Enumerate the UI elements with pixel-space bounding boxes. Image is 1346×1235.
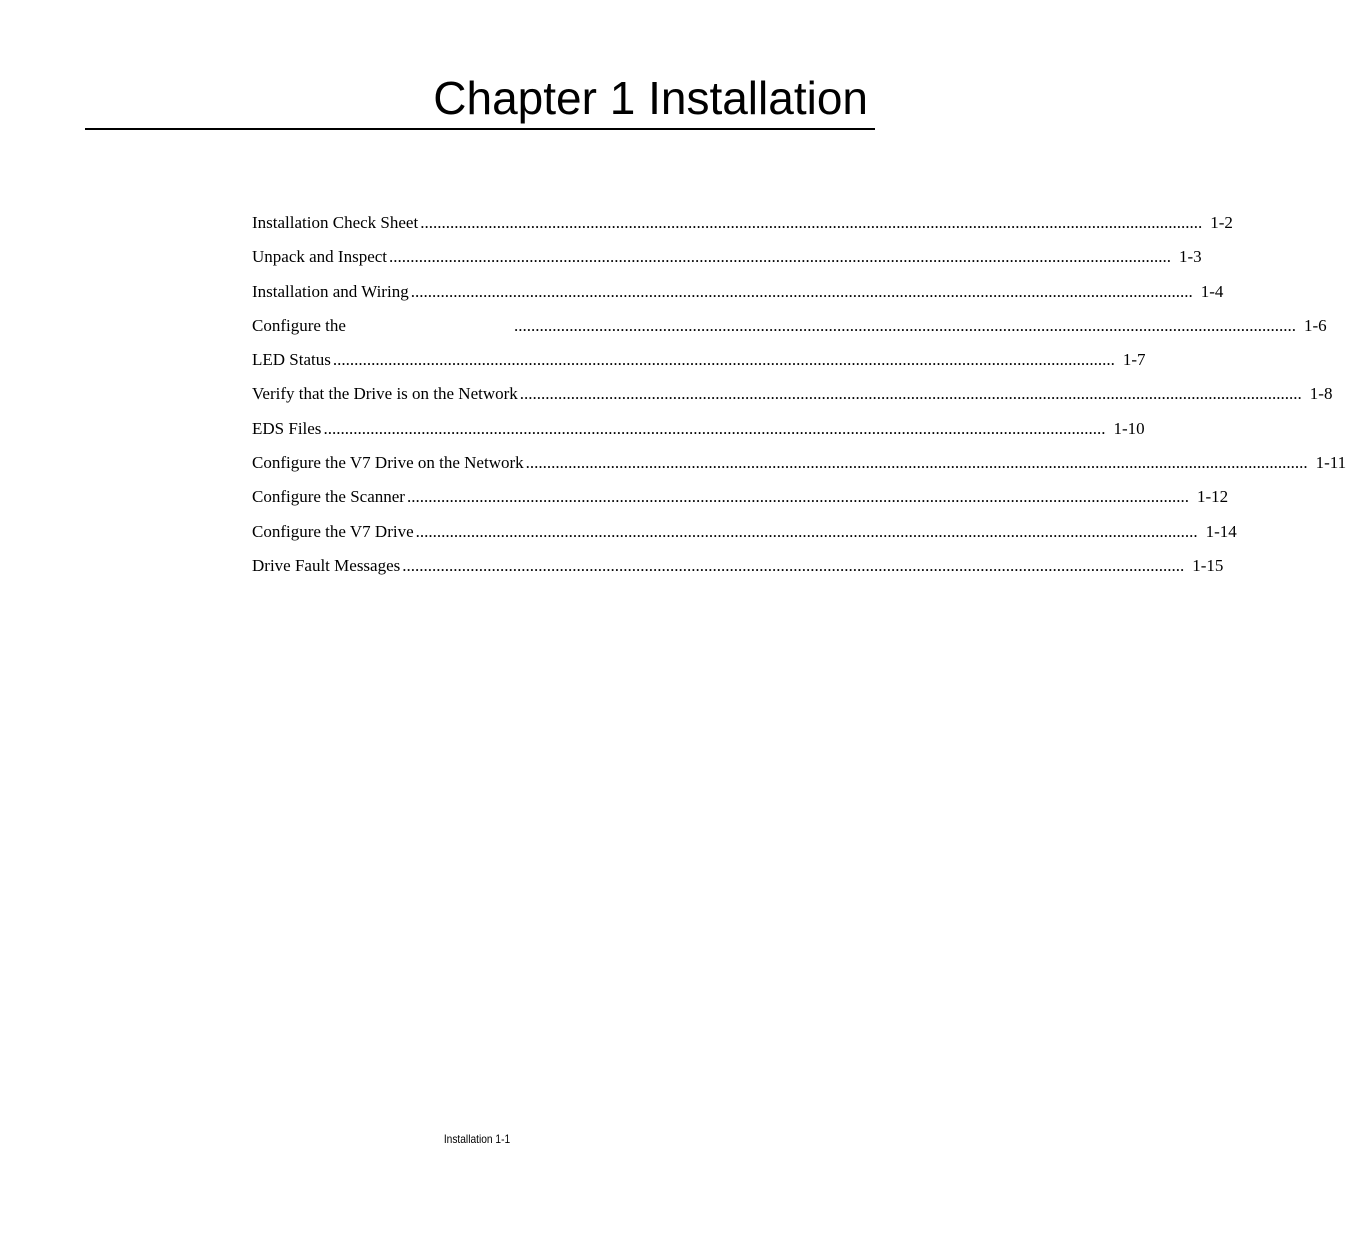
toc-entry-label: Configure the V7 Drive: [252, 521, 414, 541]
toc-entry-page: 1-8: [1309, 384, 1333, 404]
toc-entry-configure-the[interactable]: [252, 315, 1327, 349]
toc-entry-page: 1-15: [1192, 555, 1224, 575]
toc-leader-dots: ........................................................................................................................................................................................: [402, 555, 1185, 575]
toc-entry-unpack-and-inspect[interactable]: [252, 246, 1202, 280]
toc-entry-label: EDS Files: [252, 418, 322, 438]
toc-leader-dots: ........................................................................................................................................................................................: [406, 487, 1189, 507]
toc-entry-page: 1-7: [1122, 350, 1146, 370]
page-footer: Installation 1-1: [443, 1132, 511, 1146]
toc-entry-configure-the-v7-drive[interactable]: [252, 521, 1237, 555]
toc-entry-configure-the-scanner[interactable]: [252, 486, 1229, 520]
toc-entry-label: Drive Fault Messages: [252, 555, 401, 575]
toc-entry-page: 1-2: [1210, 213, 1233, 232]
table-of-contents: [252, 212, 1346, 589]
toc-entry-page: 1-11: [1315, 453, 1346, 473]
toc-entry-label: Installation Check Sheet: [252, 213, 419, 232]
toc-leader-dots: ........................................................................................................................................................................................: [389, 247, 1172, 267]
toc-entry-verify-drive-on-network[interactable]: [252, 383, 1333, 417]
toc-leader-dots: ........................................................................................................................................................................................: [525, 453, 1308, 473]
toc-entry-page: 1-3: [1179, 247, 1202, 267]
toc-entry-installation-and-wiring[interactable]: [252, 281, 1224, 315]
toc-entry-eds-files[interactable]: [252, 418, 1145, 452]
toc-entry-page: 1-6: [1303, 315, 1327, 335]
toc-entry-page: 1-12: [1196, 487, 1229, 507]
title-divider: [85, 128, 875, 130]
toc-entry-label: Verify that the Drive is on the Network: [252, 384, 518, 404]
toc-entry-label: Unpack and Inspect: [252, 247, 388, 267]
toc-leader-dots: ........................................................................................................................................................................................: [323, 418, 1106, 438]
toc-entry-label: Configure the Scanner: [252, 487, 405, 507]
chapter-title: Chapter 1 Installation: [433, 72, 868, 124]
toc-entry-label: LED Status: [252, 350, 331, 370]
toc-entry-page: 1-14: [1205, 521, 1237, 541]
toc-leader-dots: ........................................................................................................................................................................................: [519, 384, 1302, 404]
toc-leader-dots: ........................................................................................................................................................................................: [410, 281, 1193, 301]
toc-leader-dots: ........................................................................................................................................................................................: [415, 521, 1198, 541]
toc-entry-page: 1-4: [1200, 281, 1224, 301]
toc-entry-configure-v7-drive-on-network[interactable]: [252, 452, 1346, 486]
toc-entry-page: 1-10: [1113, 418, 1145, 438]
toc-leader-dots: ........................................................................................................................................................................................: [513, 315, 1296, 335]
toc-entry-label: Configure the: [252, 315, 346, 335]
toc-leader-dots: ........................................................................................................................................................................................: [332, 350, 1115, 370]
toc-entry-drive-fault-messages[interactable]: [252, 555, 1224, 589]
toc-leader-dots: ........................................................................................................................................................................................: [420, 213, 1203, 232]
toc-entry-led-status[interactable]: [252, 349, 1146, 383]
toc-entry-label: Configure the V7 Drive on the Network: [252, 453, 524, 473]
toc-entry-installation-check-sheet[interactable]: [252, 212, 1233, 246]
toc-entry-label: Installation and Wiring: [252, 281, 409, 301]
